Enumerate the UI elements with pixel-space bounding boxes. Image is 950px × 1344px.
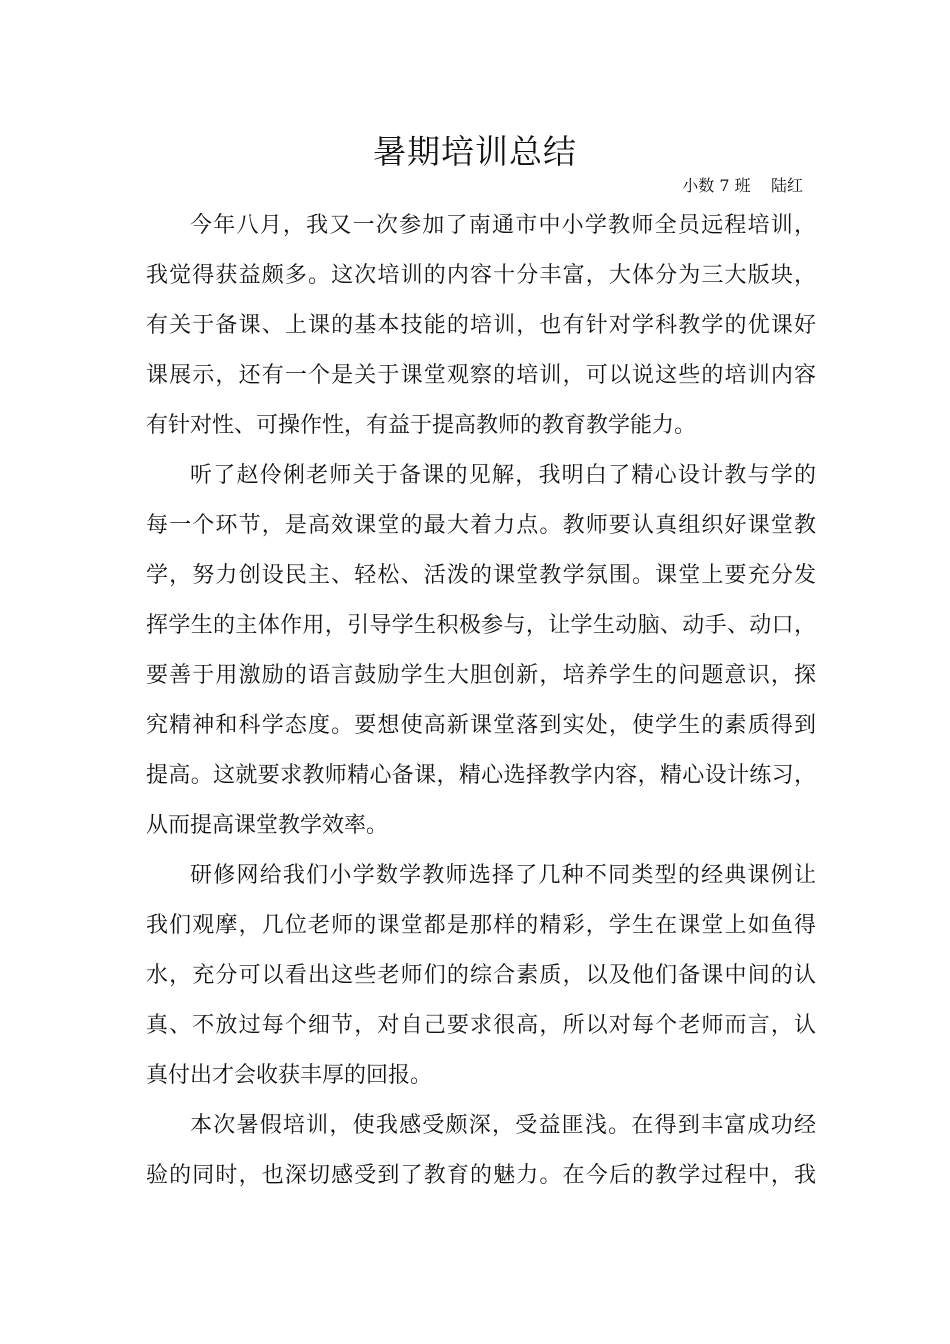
body-line: 我们观摩，几位老师的课堂都是那样的精彩，学生在课堂上如鱼得 (146, 913, 816, 938)
body-line: 课展示，还有一个是关于课堂观察的培训，可以说这些的培训内容 (146, 363, 816, 388)
body-line: 验的同时，也深切感受到了教育的魅力。在今后的教学过程中，我 (146, 1163, 816, 1188)
body-line: 从而提高课堂教学效率。 (146, 813, 389, 838)
body-line: 真、不放过每个细节，对自己要求很高，所以对每个老师而言，认 (146, 1013, 816, 1038)
body-line: 要善于用激励的语言鼓励学生大胆创新，培养学生的问题意识，探 (146, 663, 816, 688)
body-line: 究精神和科学态度。要想使高新课堂落到实处，使学生的素质得到 (146, 713, 816, 738)
body-line: 水，充分可以看出这些老师们的综合素质，以及他们备课中间的认 (146, 963, 816, 988)
body-line: 有针对性、可操作性，有益于提高教师的教育教学能力。 (146, 413, 697, 438)
author-byline: 小数 7 班 陆红 (682, 176, 803, 195)
body-line: 挥学生的主体作用，引导学生积极参与，让学生动脑、动手、动口， (146, 613, 816, 638)
body-line: 学，努力创设民主、轻松、活泼的课堂教学氛围。课堂上要充分发 (146, 563, 816, 588)
body-line: 本次暑假培训，使我感受颇深，受益匪浅。在得到丰富成功经 (190, 1113, 816, 1138)
body-line: 真付出才会收获丰厚的回报。 (146, 1063, 433, 1088)
body-line: 研修网给我们小学数学教师选择了几种不同类型的经典课例让 (190, 863, 816, 888)
body-line: 今年八月，我又一次参加了南通市中小学教师全员远程培训， (190, 213, 816, 238)
body-line: 有关于备课、上课的基本技能的培训，也有针对学科教学的优课好 (146, 313, 816, 338)
body-line: 听了赵伶俐老师关于备课的见解，我明白了精心设计教与学的 (190, 463, 816, 488)
body-line: 我觉得获益颇多。这次培训的内容十分丰富，大体分为三大版块， (146, 263, 816, 288)
document-title: 暑期培训总结 (373, 132, 577, 171)
body-line: 每一个环节，是高效课堂的最大着力点。教师要认真组织好课堂教 (146, 513, 816, 538)
body-line: 提高。这就要求教师精心备课，精心选择教学内容，精心设计练习， (146, 763, 816, 788)
